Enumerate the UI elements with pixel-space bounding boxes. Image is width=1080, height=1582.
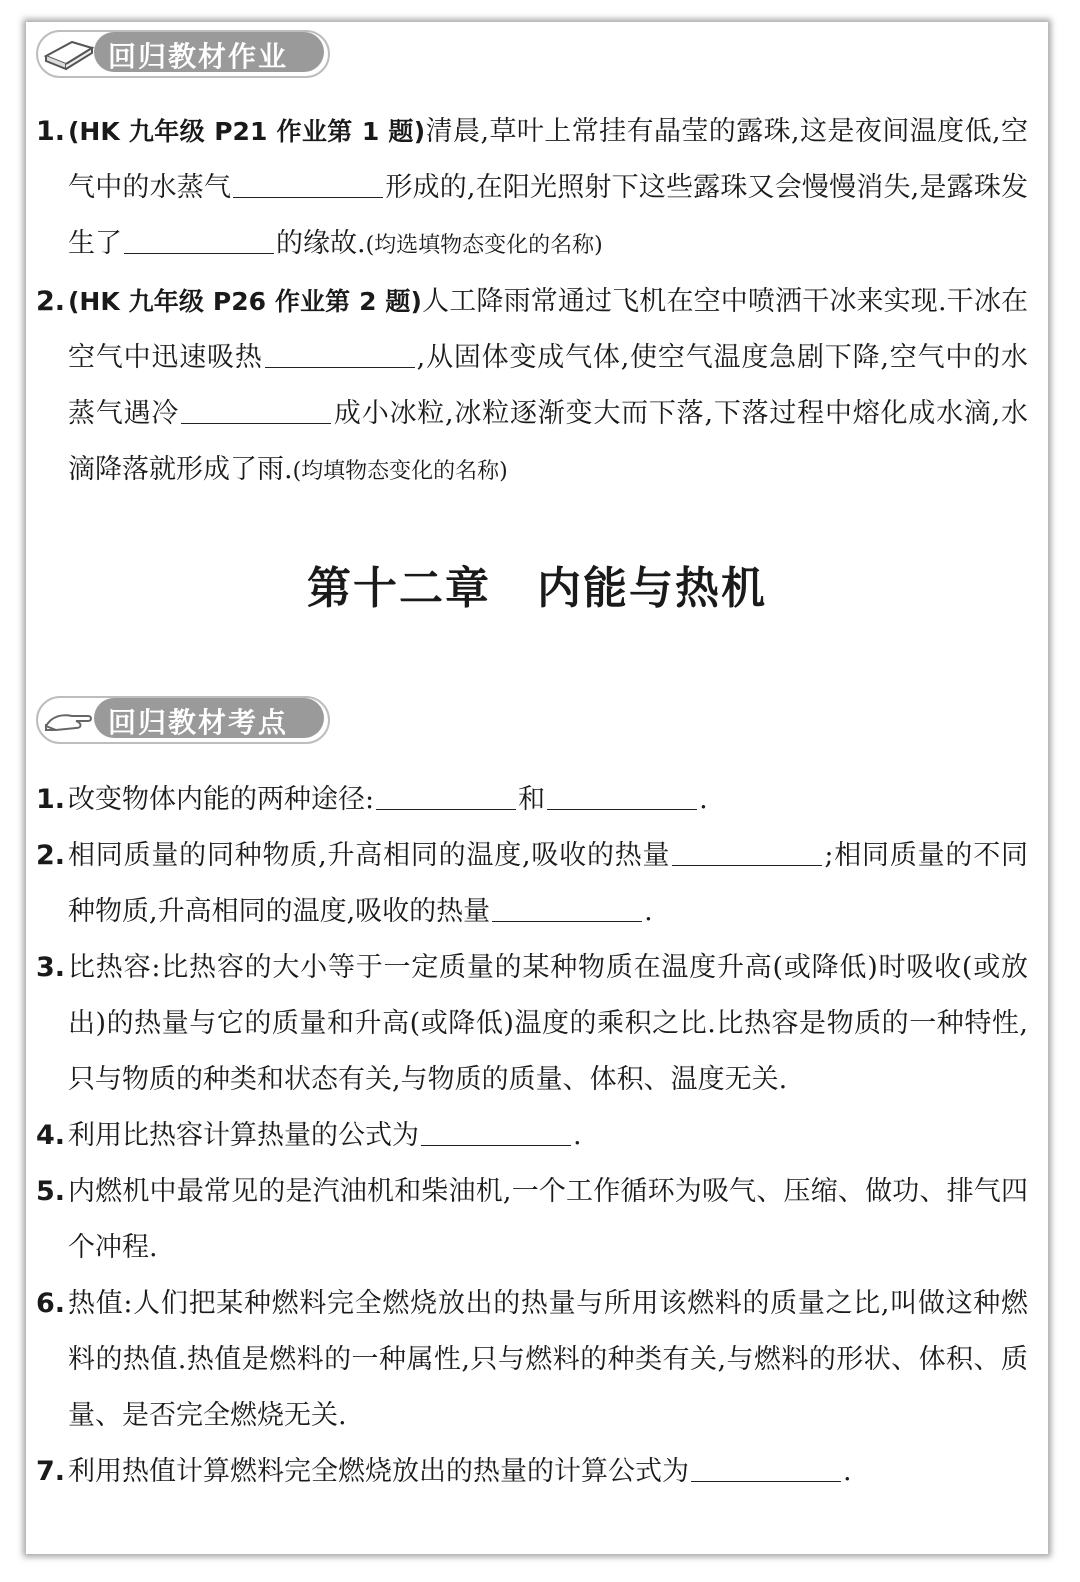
- answer-blank[interactable]: [691, 1451, 841, 1482]
- answer-blank[interactable]: [376, 779, 516, 810]
- list-item: 3. 比热容:比热容的大小等于一定质量的某种物质在温度升高(或降低)时吸收(或放出)的热量与它的质量和升高(或降低)温度的乘积之比.比热容是物质的一种特性,只与物质的种类和状态有关,与物质的质量、体积、温度无关.: [36, 952, 1028, 1095]
- list-item: 2. 相同质量的同种物质,升高相同的温度,吸收的热量 ;相同质量的不同种物质,升高相同的温度,吸收的热量 .: [26, 828, 1048, 940]
- answer-blank[interactable]: [233, 167, 383, 198]
- answer-blank[interactable]: [492, 891, 642, 922]
- answer-blank[interactable]: [672, 835, 822, 866]
- answer-blank[interactable]: [181, 393, 331, 424]
- key-points-list: [26, 772, 1048, 1500]
- homework-list: [26, 104, 1048, 500]
- section-header-key-points: [36, 694, 326, 742]
- list-item: 5. 内燃机中最常见的是汽油机和柴油机,一个工作循环为吸气、压缩、做功、排气四个冲程.: [36, 1176, 1028, 1263]
- list-item: 4. 利用比热容计算热量的公式为 .: [26, 1108, 1048, 1164]
- section-title: 回归教材作业: [108, 40, 289, 73]
- list-item: 1. (HK 九年级 P21 作业第 1 题)清晨,草叶上常挂有晶莹的露珠,这是夜间温度低,空气中的水蒸气 形成的,在阳光照射下这些露珠又会慢慢消失,是露珠发生了 的缘故.(均选填物态变化的名称): [36, 116, 1029, 259]
- list-item: 1. 改变物体内能的两种途径: 和 .: [26, 772, 1048, 828]
- answer-blank[interactable]: [124, 223, 274, 254]
- answer-blank[interactable]: [265, 337, 415, 368]
- worksheet-page: [26, 22, 1048, 1554]
- answer-blank[interactable]: [547, 779, 697, 810]
- answer-blank[interactable]: [421, 1115, 571, 1146]
- list-item: 7. 利用热值计算燃料完全燃烧放出的热量的计算公式为 .: [26, 1444, 1048, 1500]
- hand-icon: [42, 700, 96, 736]
- section-header-homework: [36, 28, 326, 76]
- chapter-title: 第十二章 内能与热机: [307, 563, 767, 614]
- book-icon: [42, 34, 96, 70]
- section-title: 回归教材考点: [108, 706, 289, 739]
- list-item: 6. 热值:人们把某种燃料完全燃烧放出的热量与所用该燃料的质量之比,叫做这种燃料的热值.热值是燃料的一种属性,只与燃料的种类有关,与燃料的形状、体积、质量、是否完全燃烧无关.: [36, 1288, 1028, 1431]
- list-item: 2. (HK 九年级 P26 作业第 2 题)人工降雨常通过飞机在空中喷洒干冰来实现.干冰在空气中迅速吸热 ,从固体变成气体,使空气温度急剧下降,空气中的水蒸气遇冷 成小冰粒,冰粒逐渐变大而下落,下落过程中熔化成水滴,水滴降落就形成了雨.(均填物态变化的名称): [36, 286, 1029, 485]
